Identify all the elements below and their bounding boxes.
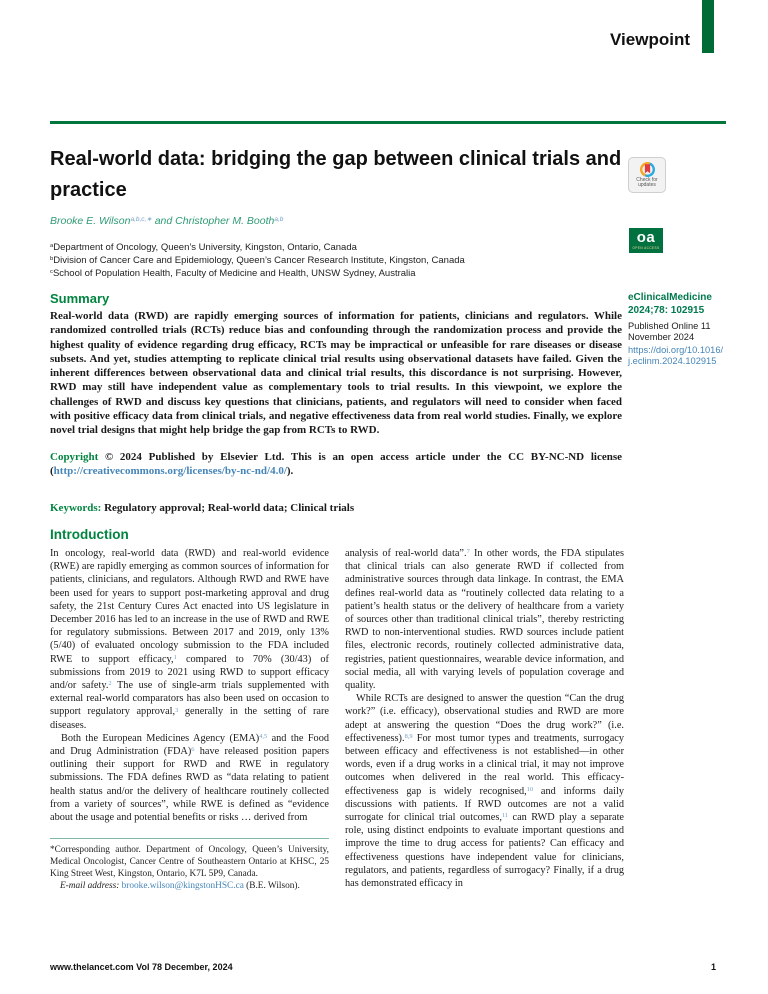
check-for-updates-icon xyxy=(640,162,655,177)
email-line: E-mail address: brooke.wilson@kingstonHSC.ca (B.E. Wilson). xyxy=(60,880,300,891)
affiliation-line: $^a$Department of Oncology, Queen’s University, Kingston, Ontario, Canada xyxy=(50,242,357,253)
article-title: Real-world data: bridging the gap between clinical trials and practice xyxy=(50,148,622,201)
page-footer xyxy=(50,962,716,972)
journal-sidebar xyxy=(628,292,726,367)
authors-line: Brooke E. Wilson$^{a,b,c,∗}$ and Christopher M. Booth$^{a,b}$ xyxy=(50,215,284,227)
intro-column-right xyxy=(345,547,624,892)
corresponding-author-note xyxy=(50,845,329,892)
check-for-updates-badge[interactable] xyxy=(628,157,666,193)
header-rule xyxy=(50,121,726,124)
copyright-text: Copyright © 2024 Published by Elsevier Ltd. This is an open access article under the CC BY-NC-ND license (http://creativecommons.org/licenses/by-nc-nd/4.0/). xyxy=(50,451,622,478)
footnote-separator xyxy=(50,838,329,839)
paragraph: analysis of real-world data”.$^7$ In other words, the FDA stipulates that clinical trials can also generate RWD if collected from administrative sources through data linkage. In contrast, the EMA defines real-world data as “routinely collected data relating to a patient’s health status or the delivery of healthcare from a variety of sources other than traditional clinical trials”, thereby restricting RWD to non-interventional studies. RWD sources include patient files, electronic records, routinely collected administrative data, registries, patient questionnaires, wearable device information, and social media, all with varying levels of population coverage and quality. xyxy=(345,548,624,692)
paragraph: While RCTs are designed to answer the question “Can the drug work?” (i.e. efficacy), observational studies and RWD are more adept at answering the question “Does the drug work?” (i.e. effectiveness).$^{8,9}$ For most tumor types and treatments, surrogacy between efficacy and effectiveness is not established—in other words, even if a drug works in a clinical trial, it may not improve outcomes when delivered in the real world. This efficacy-effectiveness gap is widely recognised,$^{10}$ and informs daily discussions with patients. If RWD outcomes are not a valid surrogate for clinical trial outcomes,$^{11}$ can RWD play a separate role, using distinct endpoints to evaluate important questions and improve the time to drug access for patients? Can efficacy and effectiveness questions have independent value for clinicians, regulators, and patients, regardless of surrogacy? Finally, if a drug has demonstrated efficacy in xyxy=(345,693,624,890)
affiliations-block xyxy=(50,241,630,280)
affiliation-line: $^b$Division of Cancer Care and Epidemiology, Queen’s Cancer Research Institute, Kingston, Canada xyxy=(50,255,465,266)
lancet-green-bar xyxy=(702,0,714,53)
corresponding-author-text: *Corresponding author. Department of Oncology, Queen’s University, Medical Oncologist, Cancer Centre of Southeastern Ontario at KHSC, 25 King Street West, Kingston, Ontario, K7L 5P9, Canada. xyxy=(50,845,329,879)
journal-citation: 2024;78: 102915 xyxy=(628,304,705,316)
open-access-badge[interactable] xyxy=(629,228,663,253)
paragraph: Both the European Medicines Agency (EMA)$^{4,5}$ and the Food and Drug Administration (FDA)$^6$ have released position papers outlining their support for RWD and RWE in regulatory submissions. The FDA defines RWD as “data relating to patient health status and/or the delivery of healthcare routinely collected from a variety of sources”, while RWE is defined as “evidence about the usage and potential benefits or risks … derived from xyxy=(50,732,329,824)
introduction-heading: Introduction xyxy=(50,527,129,542)
check-for-updates-label: Check for updates xyxy=(636,176,658,188)
open-access-abbr: oa xyxy=(636,229,656,246)
inline-link[interactable]: brooke.wilson@kingstonHSC.ca xyxy=(121,880,244,891)
keywords-text: Keywords: Regulatory approval; Real-world data; Clinical trials xyxy=(50,502,355,514)
affiliation-line: $^c$School of Population Health, Faculty of Medicine and Health, UNSW Sydney, Australia xyxy=(50,268,416,279)
journal-name: eClinicalMedicine xyxy=(628,292,712,303)
page-number: 1 xyxy=(710,962,716,972)
summary-text: Real-world data (RWD) are rapidly emerging sources of information for patients, clinicians and regulators. While randomized controlled trials (RCTs) reduce bias and confounding through the randomization process and provide the highest quality of evidence regarding drug efficacy, RCTs may be impractical or unfeasible for rare diseases or disease subsets. And yet, studies attempting to replicate clinical trial results using observational datasets have failed. Given the inherent differences between observational data and clinical trial results, this discordance is not surprising. However, RWD may still have independent value as complementary tools to trial results. In this viewpoint, we explore the challenges of RWD and discuss key questions that clinicians, patients, and regulators will need to consider when faced with positive efficacy data from clinical trials, and negative effectiveness data from real world studies. Finally, we explore novel trial designs that might help bridge the gap from RCTs to RWD. xyxy=(50,310,622,437)
section-label: Viewpoint xyxy=(610,30,690,49)
summary-heading: Summary xyxy=(50,291,110,306)
published-online: Published Online 11 November 2024 xyxy=(628,321,711,343)
inline-link[interactable]: http://creativecommons.org/licenses/by-nc-nd/4.0/ xyxy=(53,465,287,478)
open-access-label: OPEN ACCESS xyxy=(632,246,660,250)
intro-column-left xyxy=(50,547,329,892)
footer-journal-info: www.thelancet.com Vol 78 December, 2024 xyxy=(50,962,233,972)
paragraph: In oncology, real-world data (RWD) and real-world evidence (RWE) are rapidly emerging as common sources of information for patients, clinicians, and regulators. Although RWD and RWE have been used for years to support post-marketing approval and drug safety, the 21st Century Cures Act enacted into US legislature in December 2016 has led to an increase in the use of RWD and RWE for regulatory submissions. Between 2017 and 2019, only 13% (5/40) of evaluated oncology submission to the FDA included RWE to support efficacy,$^1$ compared to 70% (30/43) of submissions from 2019 to 2021 using RWD to support efficacy and/or safety.$^2$ The use of single-arm trials supplemented with external real-world comparators has also been used on occasion to support regulatory approval,$^3$ generally in the setting of rare diseases. xyxy=(50,548,330,731)
doi-link[interactable]: https://doi.org/10.1016/j.eclinm.2024.102915 xyxy=(628,344,724,366)
body-columns xyxy=(50,547,624,892)
